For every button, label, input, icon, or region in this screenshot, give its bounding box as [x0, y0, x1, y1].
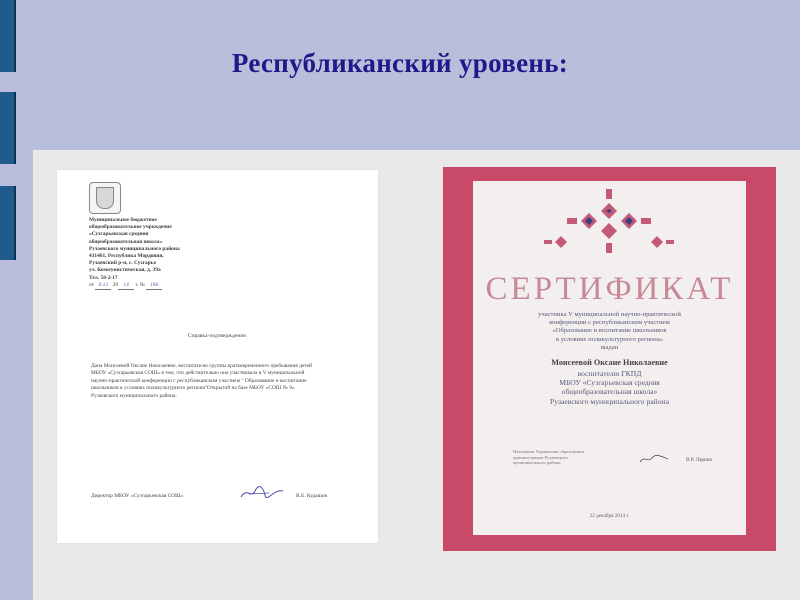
subtitle-line: «Образование и воспитание школьников: [552, 327, 667, 335]
subtitle-line: выдан: [600, 343, 619, 351]
coat-of-arms-icon: [89, 182, 121, 214]
signer-name: В.Е. Кудашов: [296, 493, 328, 499]
letterhead-line: общеобразовательное учреждение: [89, 224, 172, 231]
role-line: Рузаевского муниципального района: [550, 396, 669, 406]
certificate-title: СЕРТИФИКАТ: [485, 271, 734, 307]
letterhead-line: Муниципальное бюджетное: [89, 217, 157, 223]
role-line: воспитателю ГКПД: [577, 369, 642, 378]
subtitle-line: участника V муниципальной научно-практической: [538, 311, 681, 318]
certificate-recipient: Моисеевой Оксане Николаевне: [551, 358, 668, 367]
certificate-subtitle: [473, 311, 746, 352]
subtitle-line: конференции с республиканским участием: [549, 319, 670, 327]
date-day: 8.12: [95, 282, 111, 290]
letter-body: [91, 363, 356, 400]
slide-title: Республиканский уровень:: [231, 48, 569, 78]
certificate-signer-position: [513, 449, 613, 466]
letterhead-line: 431461, Республика Мордовия,: [89, 253, 164, 260]
letterhead-line: «Сузгарьевская средняя: [89, 231, 149, 238]
signer-line: Начальник Управления образования: [513, 449, 584, 454]
letterhead-line: Тел. 58-2-17: [89, 274, 118, 281]
certificate-signature: [638, 453, 670, 465]
letterhead-line: ул. Коммунистическая, д. 39а: [89, 267, 161, 274]
letter-body-line: Рузаевского муниципального района.: [91, 392, 177, 399]
letterhead-line: Рузаевского муниципального района: [89, 245, 180, 252]
letter-body-line: научно-практической конференции с республиканским участием " Образование и воспитание: [91, 377, 307, 384]
letterhead: [89, 217, 289, 290]
signer-position: Директор МБОУ «Сузгарьевская СОШ»: [91, 493, 184, 499]
role-line: общеобразовательная школа»: [561, 387, 658, 397]
date-year: 14: [118, 282, 134, 290]
certificate: [443, 167, 776, 551]
letter-body-line: Дана Моисеевой Оксане Николаевне, воспитателю группы кратковременного пребывания детей: [91, 363, 313, 369]
letter-body-line: школьников в условиях поликультурного региона"Открытой на базе МБОУ «СОШ № 9»: [91, 385, 295, 392]
letter-body-line: МБОУ «Сузгарьевская СОШ» в том, что действительно она участвовала в V муниципальной: [91, 370, 305, 377]
role-line: МБОУ «Сузгарьевская средняя: [559, 378, 660, 388]
certificate-role: [473, 369, 746, 406]
date-number: 186: [146, 282, 162, 290]
slide-accent-bar: [0, 92, 16, 164]
signer-line: администрации Рузаевского: [513, 454, 568, 460]
certificate-date: 22 декабря 2014 г.: [589, 513, 630, 519]
slide-accent-bar: [0, 186, 16, 260]
national-ornament-icon: [473, 181, 746, 271]
date-year-prefix: 20: [112, 281, 119, 288]
signer-line: муниципального района: [513, 460, 561, 466]
letterhead-line: Рузаевский р-н, с. Сузгарье: [89, 260, 156, 267]
date-number-label: г. №: [135, 281, 145, 288]
handwritten-signature: [239, 485, 285, 501]
confirmation-letter: [57, 170, 378, 543]
certificate-body: [473, 181, 746, 535]
letter-date: [89, 282, 289, 290]
letterhead-line: общеобразовательная школа»: [89, 238, 163, 245]
certificate-signer-name: В.Р. Ларина: [686, 457, 712, 463]
date-prefix: от: [89, 281, 94, 288]
subtitle-line: в условиях поликультурного региона»: [555, 335, 664, 343]
letter-heading: Справка-подтверждение.: [187, 333, 248, 339]
